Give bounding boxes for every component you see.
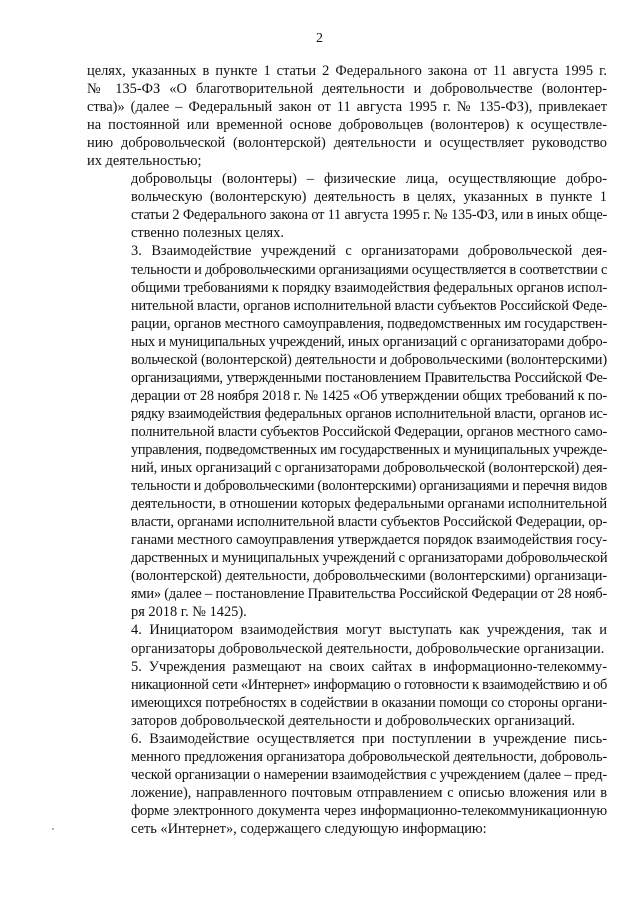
- text-line: ства)» (далее – Федеральный закон от 11 августа 1995 г. № 135-ФЗ), привлекает: [87, 99, 607, 116]
- text-line: ями» (далее – постановление Правительства Российской Федерации от 28 нояб-: [131, 586, 607, 603]
- text-line: № 135-ФЗ «О благотворительной деятельности и добровольчестве (волонтер-: [87, 81, 607, 98]
- text-line: ческой организации о намерении взаимодействия с учреждением (далее – пред-: [131, 766, 607, 783]
- text-line: дарственных и муниципальных учреждений с организаторами добровольческой: [131, 550, 608, 567]
- text-line: 6. Взаимодействие осуществляется при поступлении в учреждение пись-: [131, 730, 607, 747]
- text-line: вольческой (волонтерской) деятельности и добровольческими (волонтерскими): [131, 351, 607, 368]
- text-line: заторов добровольческой деятельности и добровольческих организаций.: [131, 712, 576, 729]
- text-line: общими требованиями к порядку взаимодействия федеральных органов испол-: [131, 279, 608, 296]
- text-line: тельности и добровольческими (волонтерскими) организациями и перечня видов: [131, 478, 607, 495]
- text-line: полнительной власти субъектов Российской Федерации, органов местного само-: [131, 423, 607, 440]
- paragraph: [87, 621, 607, 657]
- text-line: целях, указанных в пункте 1 статьи 2 Федерального закона от 11 августа 1995 г.: [87, 63, 607, 79]
- text-line: менного предложения организатора добровольческой деятельности, доброволь-: [131, 748, 607, 765]
- text-line: на постоянной или временной основе добровольцев (волонтеров) к осуществле-: [87, 117, 607, 134]
- text-line: ря 2018 г. № 1425).: [131, 604, 247, 621]
- paragraph: [87, 170, 607, 242]
- paragraph: [87, 62, 607, 170]
- text-line: их деятельностью;: [87, 153, 202, 170]
- text-line: никационной сети «Интернет» информацию о готовности к взаимодействию и об: [131, 676, 607, 693]
- text-line: имеющихся потребностях в содействии в оказании помощи со стороны органи-: [131, 694, 607, 711]
- text-line: (волонтерской) деятельности, добровольческими (волонтерскими) организаци-: [131, 568, 607, 585]
- text-line: ложение), направленного почтовым отправлением с описью вложения или в: [131, 784, 607, 801]
- text-line: нительной власти, органов исполнительной власти субъектов Российской Феде-: [131, 297, 608, 314]
- text-line: вольческую (волонтерскую) деятельность в целях, указанных в пункте 1: [131, 189, 607, 206]
- document-body: [87, 62, 607, 838]
- text-line: ственно полезных целях.: [131, 225, 284, 242]
- text-line: рации, органов местного самоуправления, подведомственных им государствен-: [131, 315, 608, 332]
- text-line: организаторы добровольческой деятельности, добровольческие организации.: [131, 640, 605, 657]
- text-line: 5. Учреждения размещают на своих сайтах в информационно-телекомму-: [131, 658, 607, 675]
- text-line: организациями, утвержденными постановлением Правительства Российской Фе-: [131, 369, 607, 386]
- text-line: статьи 2 Федерального закона от 11 августа 1995 г. № 135-ФЗ, или в иных обще-: [131, 207, 607, 224]
- text-line: ганами местного самоуправления утверждается порядок взаимодействия госу-: [131, 532, 607, 549]
- text-line: дерации от 28 ноября 2018 г. № 1425 «Об утверждении общих требований к по-: [131, 387, 607, 404]
- scan-speck: [52, 828, 54, 830]
- text-line: ных и муниципальных учреждений, иных организаций с организаторами добро-: [131, 333, 607, 350]
- text-line: сеть «Интернет», содержащего следующую информацию:: [131, 820, 487, 837]
- paragraph: [87, 658, 607, 730]
- text-line: тельности и добровольческими организациями осуществляется в соответствии с: [131, 261, 608, 278]
- paragraph: [87, 242, 607, 621]
- text-line: добровольцы (волонтеры) – физические лица, осуществляющие добро-: [131, 171, 607, 188]
- text-line: управления, подведомственных им государственных и муниципальных учрежде-: [131, 441, 607, 458]
- text-line: рядку взаимодействия федеральных органов исполнительной власти, органов ис-: [131, 405, 607, 422]
- page-number: 2: [316, 31, 323, 46]
- text-line: ний, иных организаций с организаторами добровольческой (волонтерской) дея-: [131, 460, 608, 477]
- text-line: деятельности, в отношении которых федеральными органами исполнительной: [131, 496, 607, 513]
- text-line: нию добровольческой (волонтерской) деятельности и осуществляет руководство: [87, 135, 607, 152]
- text-line: 3. Взаимодействие учреждений с организаторами добровольческой дея-: [131, 243, 607, 260]
- text-line: форме электронного документа через информационно-телекоммуникационную: [131, 802, 607, 819]
- text-line: власти, органами исполнительной власти субъектов Российской Федерации, ор-: [131, 514, 607, 531]
- paragraph: [87, 730, 607, 838]
- text-line: 4. Инициатором взаимодействия могут выступать как учреждения, так и: [131, 622, 607, 639]
